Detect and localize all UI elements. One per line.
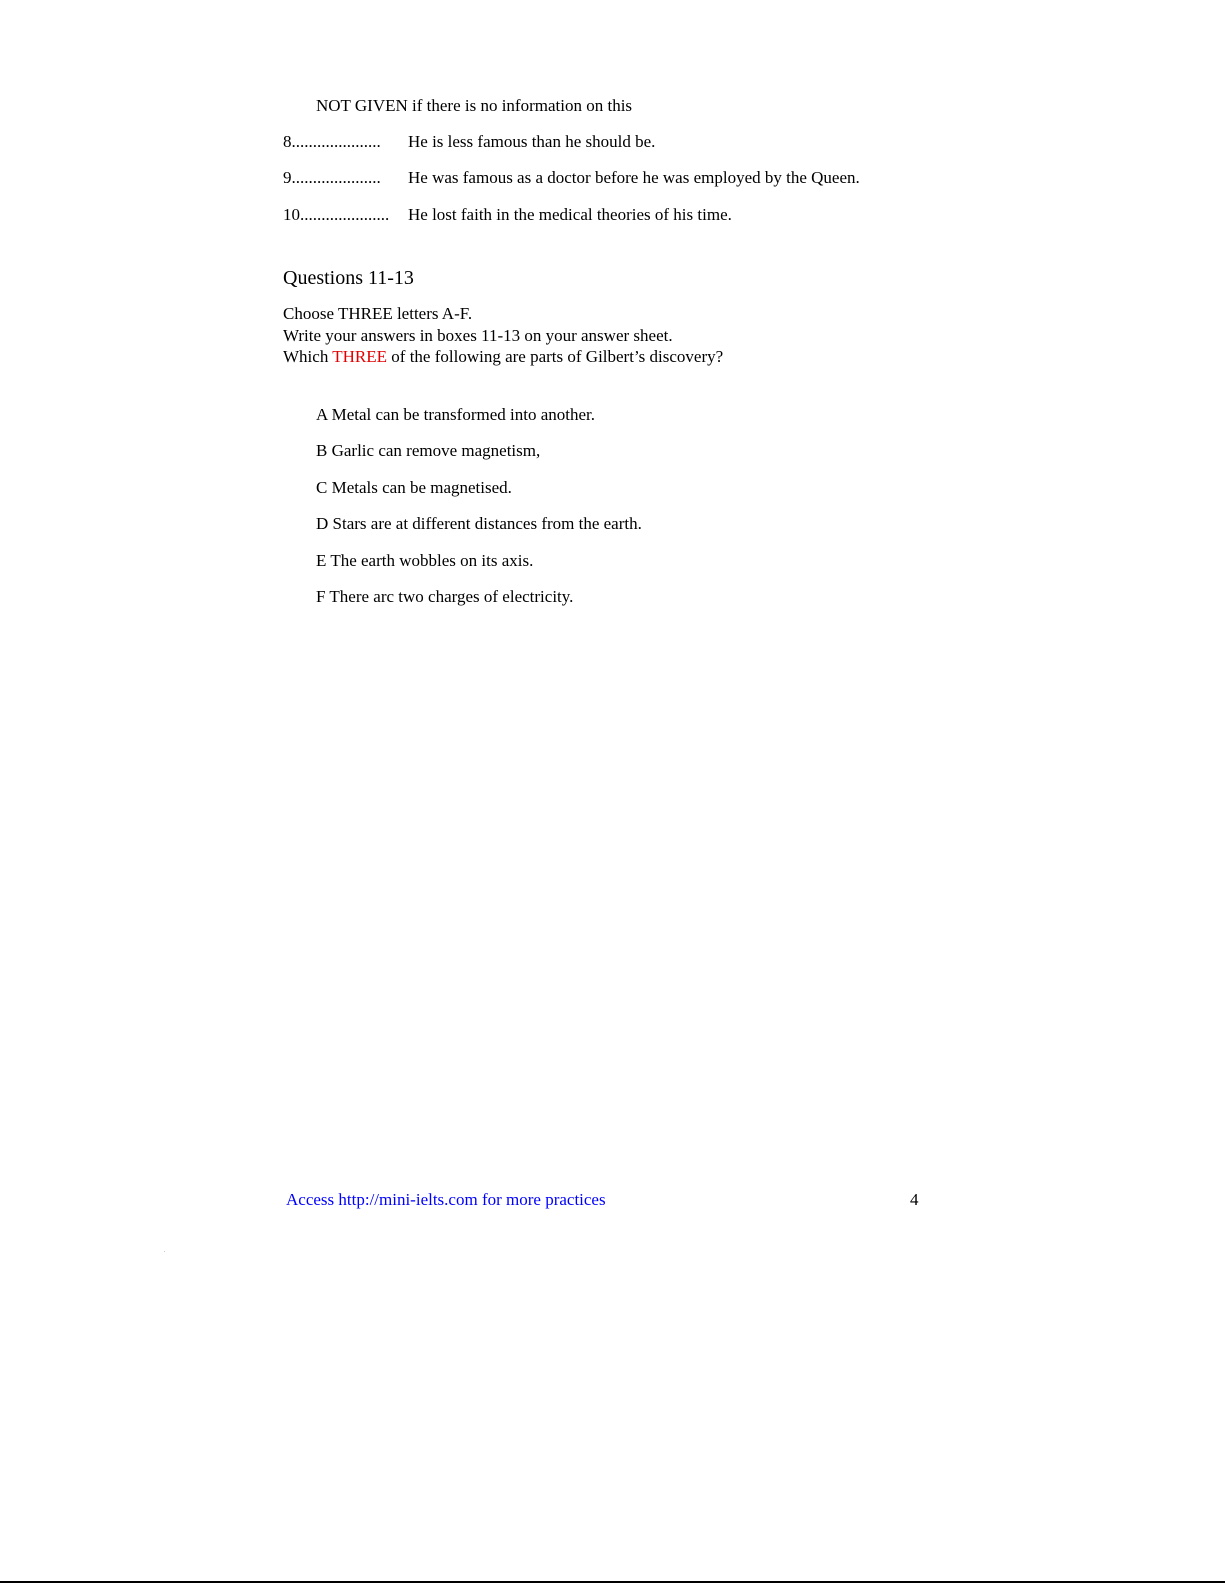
question-prompt-prefix: Which [283, 347, 333, 366]
question-prompt [283, 347, 723, 367]
option-d: D Stars are at different distances from the earth. [316, 514, 642, 533]
option-c: C Metals can be magnetised. [316, 478, 512, 497]
option-e: E The earth wobbles on its axis. [316, 551, 534, 570]
question-prompt-suffix: of the following are parts of Gilbert’s discovery? [387, 347, 724, 366]
not-given-instruction: NOT GIVEN if there is no information on this [316, 96, 633, 115]
question-10-statement: He lost faith in the medical theories of his time. [408, 205, 732, 224]
option-a: A Metal can be transformed into another. [316, 405, 595, 424]
page-number: 4 [910, 1190, 919, 1209]
question-8-statement: He is less famous than he should be. [408, 132, 656, 151]
option-b: B Garlic can remove magnetism, [316, 441, 541, 460]
stray-mark [164, 1251, 165, 1252]
question-prompt-highlight: THREE [332, 347, 388, 366]
question-9-statement: He was famous as a doctor before he was employed by the Queen. [408, 168, 860, 187]
section-heading: Questions 11-13 [283, 267, 414, 289]
question-8-number: 8..................... [283, 132, 381, 151]
question-9-number: 9..................... [283, 168, 381, 187]
bottom-border [0, 1581, 1225, 1583]
option-f: F There arc two charges of electricity. [316, 587, 574, 606]
footer-link[interactable]: Access http://mini-ielts.com for more practices [286, 1190, 606, 1209]
instruction-write: Write your answers in boxes 11-13 on your answer sheet. [283, 326, 673, 345]
instruction-choose: Choose THREE letters A-F. [283, 304, 473, 323]
question-10-number: 10..................... [283, 205, 390, 224]
